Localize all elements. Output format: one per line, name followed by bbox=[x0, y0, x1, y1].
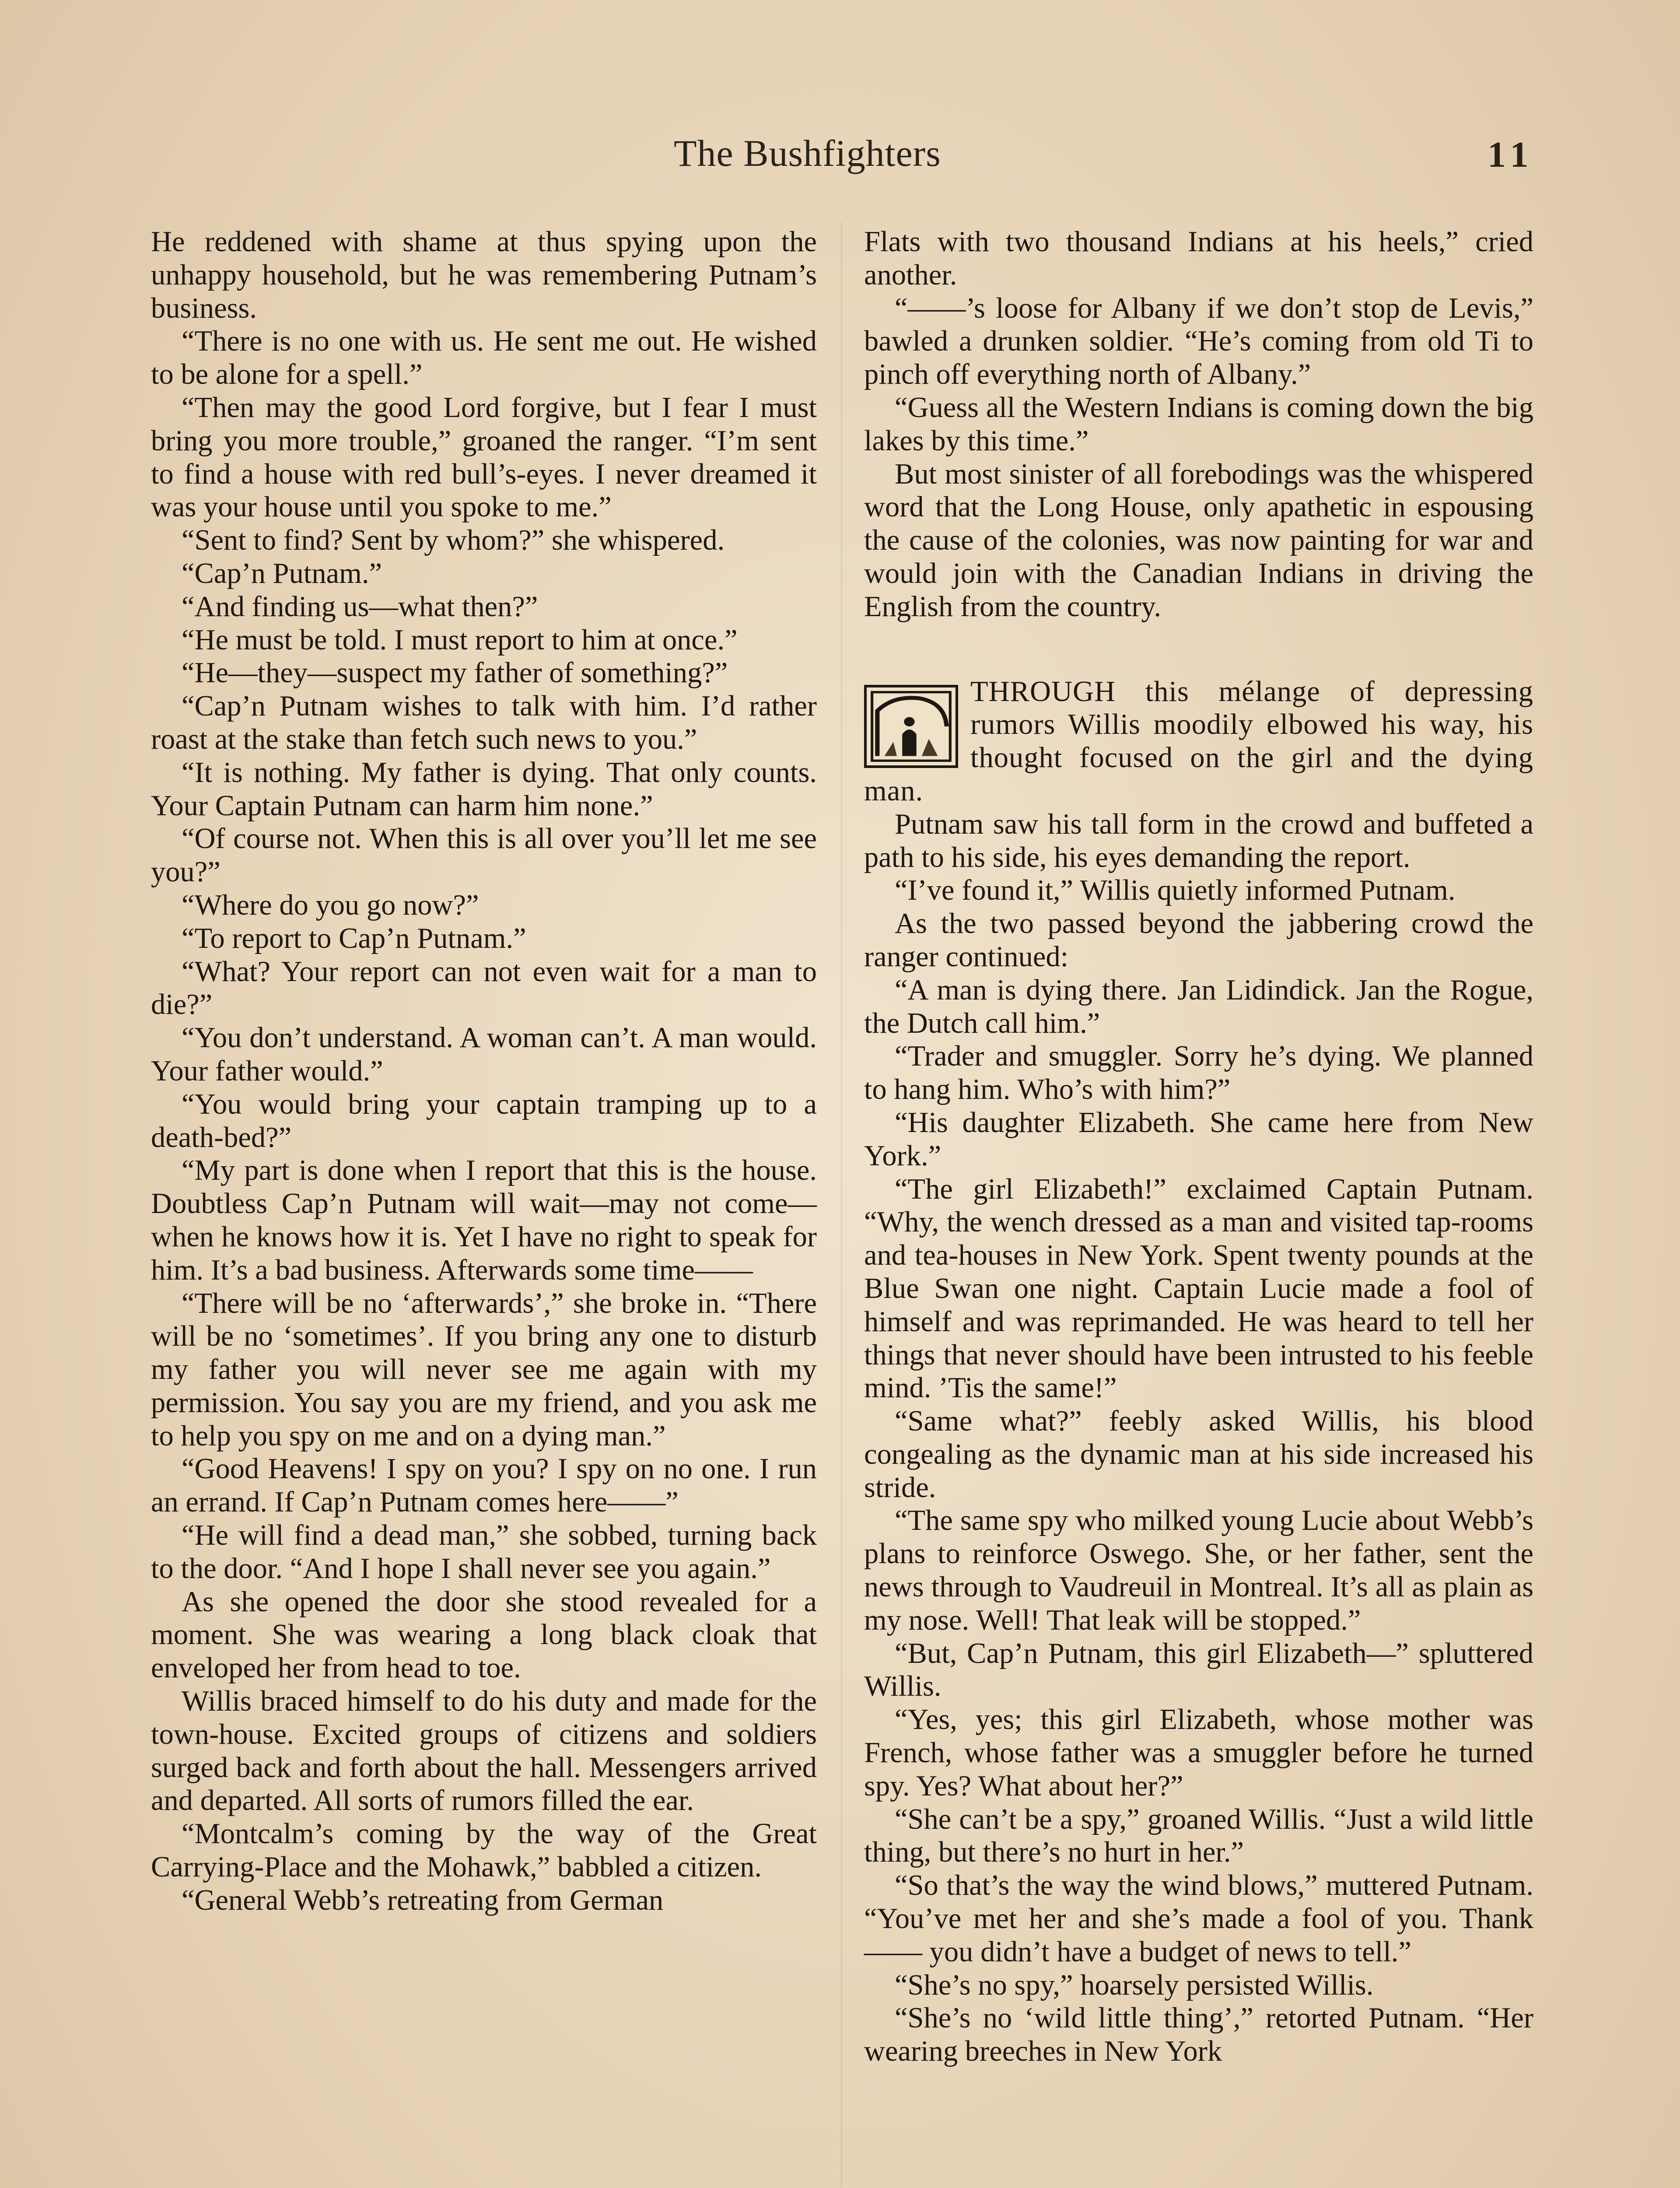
paragraph: “Cap’n Putnam wishes to talk with him. I’d rather roast at the stake than fetch such news to you.” bbox=[151, 690, 817, 755]
paragraph: Flats with two thousand Indians at his heels,” cried another. bbox=[864, 226, 1533, 291]
column-divider bbox=[841, 223, 842, 2188]
paragraph: “She’s no spy,” hoarsely persisted Willis. bbox=[895, 1969, 1374, 2001]
drop-cap-paragraph bbox=[864, 675, 1533, 808]
paragraph: “——’s loose for Albany if we don’t stop de Levis,” bawled a drunken soldier. “He’s coming from old Ti to pinch off everything north of Albany.” bbox=[864, 292, 1533, 391]
left-column bbox=[151, 225, 817, 1917]
paragraph: “Trader and smuggler. Sorry he’s dying. We planned to hang him. Who’s with him?” bbox=[864, 1040, 1533, 1106]
paragraph: “My part is done when I report that this is the house. Doubtless Cap’n Putnam will wait—may not come—when he knows how it is. Yet I have no right to speak for him. It’s a bad business. Afterwards some time—— bbox=[151, 1154, 817, 1286]
paragraph: “Guess all the Western Indians is coming down the big lakes by this time.” bbox=[864, 391, 1533, 457]
paragraph: “To report to Cap’n Putnam.” bbox=[182, 922, 526, 954]
paragraph: “What? Your report can not even wait for a man to die?” bbox=[151, 955, 817, 1021]
paragraph: “He will find a dead man,” she sobbed, turning back to the door. “And I hope I shall never see you again.” bbox=[151, 1519, 817, 1585]
paragraph: “I’ve found it,” Willis quietly informed Putnam. bbox=[895, 874, 1456, 907]
paragraph: “Where do you go now?” bbox=[182, 889, 479, 921]
paragraph: “And finding us—what then?” bbox=[182, 590, 538, 623]
paragraph: “Yes, yes; this girl Elizabeth, whose mother was French, whose father was a smuggler before he turned spy. Yes? What about her?” bbox=[864, 1704, 1533, 1802]
paragraph: “It is nothing. My father is dying. That only counts. Your Captain Putnam can harm him none.” bbox=[151, 756, 817, 822]
decorated-initial-icon bbox=[864, 685, 958, 768]
paragraph: “He must be told. I must report to him at once.” bbox=[182, 624, 738, 656]
paragraph: “A man is dying there. Jan Lidindick. Jan the Rogue, the Dutch call him.” bbox=[864, 974, 1533, 1039]
paragraph: “There will be no ‘afterwards’,” she broke in. “There will be no ‘sometimes’. If you bring any one to disturb my father you will never see me again with my permission. You say you are my friend, and you ask me to help you spy on me and on a dying man.” bbox=[151, 1287, 817, 1452]
drop-cap-text: THROUGH this mélange of depressing rumors Willis moodily elbowed his way, his thought focused on the girl and the dying man. bbox=[864, 675, 1533, 807]
paragraph: “His daughter Elizabeth. She came here from New York.” bbox=[864, 1106, 1533, 1172]
paragraph: “General Webb’s retreating from German bbox=[182, 1884, 664, 1916]
paragraph: “Good Heavens! I spy on you? I spy on no one. I run an errand. If Cap’n Putnam comes here——” bbox=[151, 1453, 817, 1518]
right-column bbox=[864, 225, 1533, 2068]
paragraph: “She can’t be a spy,” groaned Willis. “Just a wild little thing, but there’s no hurt in her.” bbox=[864, 1803, 1533, 1869]
paragraph: As the two passed beyond the jabbering crowd the ranger continued: bbox=[864, 908, 1533, 973]
paragraph: “You would bring your captain tramping up to a death-bed?” bbox=[151, 1088, 817, 1154]
paragraph: “She’s no ‘wild little thing’,” retorted Putnam. “Her wearing breeches in New York bbox=[864, 2002, 1533, 2068]
paragraph: “Sent to find? Sent by whom?” she whispered. bbox=[182, 524, 725, 557]
paragraph: “Of course not. When this is all over you’ll let me see you?” bbox=[151, 823, 817, 888]
paragraph: “The girl Elizabeth!” exclaimed Captain Putnam. “Why, the wench dressed as a man and visited tap-rooms and tea-houses in New York. Spent twenty pounds at the Blue Swan one night. Captain Lucie made a fool of himself and was reprimanded. He was heard to tell her things that never should have been intrusted to his feeble mind. ’Tis the same!” bbox=[864, 1173, 1533, 1404]
paragraph: “The same spy who milked young Lucie about Webb’s plans to reinforce Oswego. She, or her father, sent the news through to Vaudreuil in Montreal. It’s all as plain as my nose. Well! That leak will be stopped.” bbox=[864, 1504, 1533, 1636]
paragraph: “Montcalm’s coming by the way of the Great Carrying-Place and the Mohawk,” babbled a citizen. bbox=[151, 1818, 817, 1883]
paragraph: “Then may the good Lord forgive, but I fear I must bring you more trouble,” groaned the ranger. “I’m sent to find a house with red bull’s-eyes. I never dreamed it was your house until you spoke to me.” bbox=[151, 391, 817, 523]
paragraph: He reddened with shame at thus spying upon the unhappy household, but he was remembering Putnam’s business. bbox=[151, 226, 817, 324]
page-number: 11 bbox=[1488, 134, 1535, 175]
paragraph: “So that’s the way the wind blows,” muttered Putnam. “You’ve met her and she’s made a fool of you. Thank —— you didn’t have a budget of news to tell.” bbox=[864, 1869, 1533, 1968]
paragraph: Willis braced himself to do his duty and made for the town-house. Excited groups of citizens and soldiers surged back and forth about the hall. Messengers arrived and departed. All sorts of rumors filled the ear. bbox=[151, 1685, 817, 1817]
paragraph: “Same what?” feebly asked Willis, his blood congealing as the dynamic man at his side increased his stride. bbox=[864, 1405, 1533, 1504]
paragraph: As she opened the door she stood revealed for a moment. She was wearing a long black cloak that enveloped her from head to toe. bbox=[151, 1585, 817, 1684]
paragraph: But most sinister of all forebodings was the whispered word that the Long House, only apathetic in espousing the cause of the colonies, was now painting for war and would join with the Canadian Indians in driving the English from the country. bbox=[864, 458, 1533, 623]
paragraph: “He—they—suspect my father of something?” bbox=[182, 657, 728, 689]
running-title: The Bushfighters bbox=[674, 132, 941, 174]
paragraph: “Cap’n Putnam.” bbox=[182, 557, 382, 589]
paragraph: Putnam saw his tall form in the crowd and buffeted a path to his side, his eyes demanding the report. bbox=[864, 808, 1533, 873]
paragraph: “There is no one with us. He sent me out. He wished to be alone for a spell.” bbox=[151, 325, 817, 391]
paragraph: “But, Cap’n Putnam, this girl Elizabeth—” spluttered Willis. bbox=[864, 1637, 1533, 1703]
paragraph: “You don’t understand. A woman can’t. A man would. Your father would.” bbox=[151, 1022, 817, 1087]
